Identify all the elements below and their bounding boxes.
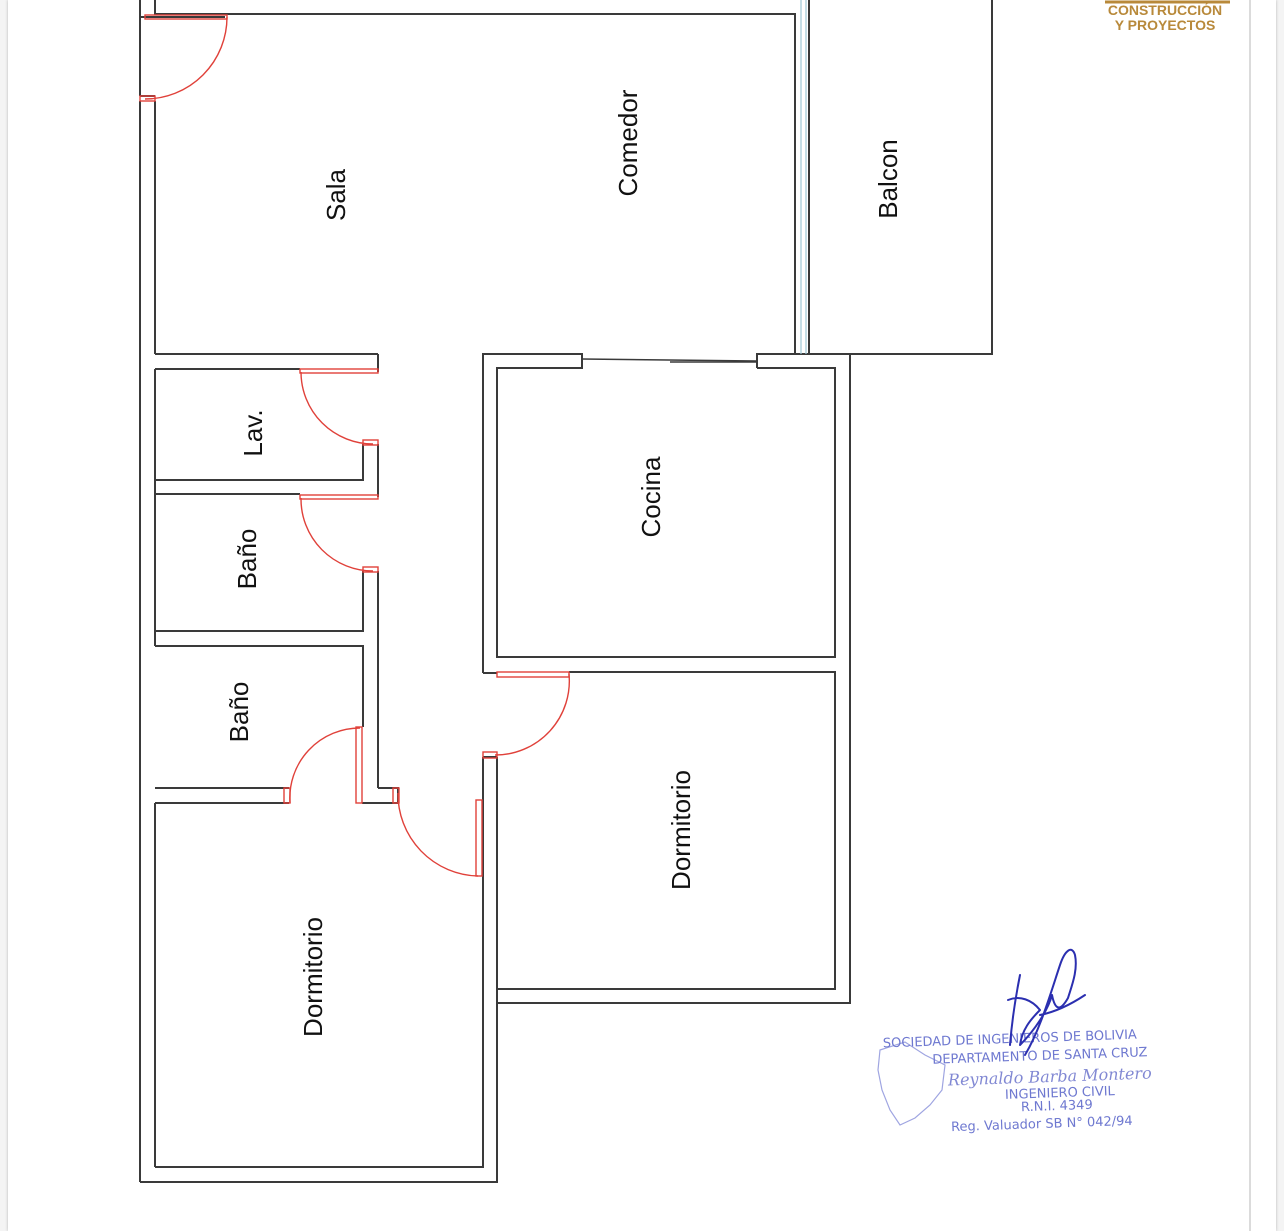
room-label-comedor: Comedor (613, 89, 643, 197)
dormitorio-right-door (483, 672, 569, 758)
room-label-sala: Sala (321, 168, 351, 222)
stamp-line-4: INGENIERO CIVIL (1004, 1084, 1116, 1103)
stamp-line-6: Reg. Valuador SB N° 042/94 (950, 1113, 1133, 1136)
room-label-dormitorio-left: Dormitorio (298, 917, 328, 1037)
room-label-bano-2: Baño (224, 681, 254, 743)
bano2-door (284, 727, 362, 803)
stamp-line-3: Reynaldo Barba Montero (947, 1063, 1152, 1090)
entry-door (140, 15, 227, 101)
room-label-balcon: Balcon (873, 139, 903, 219)
room-label-dormitorio-right: Dormitorio (666, 770, 696, 890)
bano1-door (300, 495, 378, 572)
engineer-stamp (878, 1028, 1152, 1136)
room-label-bano-1: Baño (232, 528, 262, 590)
company-logo (1105, 1, 1230, 33)
room-label-lav: Lav. (238, 409, 268, 457)
stamp-line-1: SOCIEDAD DE INGENIEROS DE BOLIVIA (882, 1027, 1138, 1052)
logo-line-2: Y PROYECTOS (1114, 17, 1216, 33)
logo-line-1: CONSTRUCCIÓN (1107, 2, 1223, 18)
room-label-cocina: Cocina (636, 456, 666, 538)
stamp-line-5: R.N.I. 4349 (1020, 1097, 1093, 1116)
stamp-line-2: DEPARTAMENTO DE SANTA CRUZ (932, 1045, 1148, 1068)
dormitorio-left-door (393, 788, 482, 876)
lav-door (300, 369, 378, 445)
doors (140, 15, 569, 876)
walls (140, 0, 992, 1182)
